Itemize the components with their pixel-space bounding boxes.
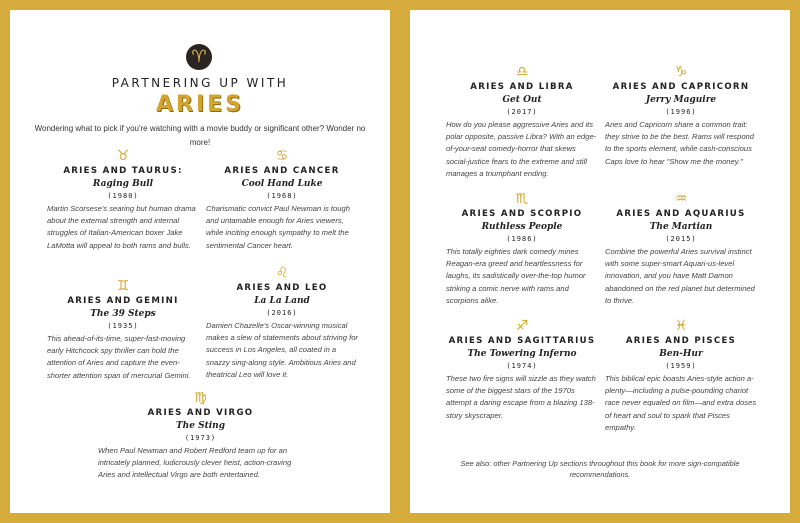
film-year: (2015) xyxy=(665,235,697,243)
entry-title: ARIES AND TAURUS: xyxy=(63,166,183,176)
film-title: La La Land xyxy=(254,296,310,306)
entry-title: ARIES AND SAGITTARIUS xyxy=(448,336,596,346)
pisces-icon: ♓ xyxy=(674,318,688,334)
film-year: (1980) xyxy=(107,192,139,200)
entry-description: Charismatic convict Paul Newman is tough and untamable enough for Aries viewers, while inciting enough sympathy to melt the sentimental Cancer heart. xyxy=(206,204,350,250)
film-title: The 39 Steps xyxy=(90,309,156,319)
film-year: (2016) xyxy=(266,309,298,317)
entry-title: ARIES AND AQUARIUS xyxy=(616,209,746,219)
right-page xyxy=(410,10,790,513)
see-also-note: See also: other Partnering Up sections throughout this book for more sign-compatible recommendations. xyxy=(460,459,740,479)
entry-title: ARIES AND CAPRICORN xyxy=(612,82,750,92)
entry-aquarius xyxy=(605,191,757,307)
aries-symbol-icon: ♈ xyxy=(186,44,212,70)
entry-title: ARIES AND PISCES xyxy=(625,336,737,346)
left-page xyxy=(10,10,390,513)
film-title: Jerry Maguire xyxy=(645,95,717,105)
sagittarius-icon: ♐ xyxy=(515,318,529,334)
film-title: Cool Hand Luke xyxy=(241,179,323,189)
entry-title: ARIES AND CANCER xyxy=(224,166,340,176)
film-year: (1996) xyxy=(665,108,697,116)
film-year: (1974) xyxy=(506,362,538,370)
entry-description: This totally eighties dark comedy mines Reagan-era greed and heartlessness for laughs, its sadistically over-the-top humor striking a comic nerve with rams and scorpions alike. xyxy=(446,247,586,305)
taurus-icon: ♉ xyxy=(116,148,130,164)
aquarius-icon: ♒ xyxy=(674,191,688,207)
page-heading: PARTNERING UP WITH xyxy=(111,76,289,90)
entry-description: Damien Chazelle's Oscar-winning musical makes a slew of statements about striving for success in Los Angeles, all coated in a snazzy sing-along style. Ambitious Aries and theatrical Leo will love it. xyxy=(206,321,358,379)
page-heading-sign: ARIES xyxy=(155,92,245,117)
leo-icon: ♌ xyxy=(275,265,289,281)
entry-description: Aries and Capricorn share a common trait: they strive to be the best. Rams will respond to the sports element, while cash-conscious Caps love to hear "Show me the money." xyxy=(605,120,754,166)
libra-icon: ♎ xyxy=(515,64,529,80)
film-year: (1973) xyxy=(184,434,217,442)
entry-capricorn xyxy=(605,64,757,168)
film-year: (2017) xyxy=(506,108,538,116)
entry-title: ARIES AND GEMINI xyxy=(67,296,179,306)
film-year: (1986) xyxy=(506,235,538,243)
film-title: The Martian xyxy=(649,222,713,232)
scorpio-icon: ♏ xyxy=(515,191,529,207)
entry-pisces xyxy=(605,318,757,434)
entry-scorpio xyxy=(446,191,598,307)
entry-libra xyxy=(446,64,598,180)
entry-title: ARIES AND LEO xyxy=(236,283,328,293)
entry-leo xyxy=(206,265,358,381)
capricorn-icon: ♑ xyxy=(674,64,688,80)
film-title: The Towering Inferno xyxy=(467,349,577,359)
cancer-icon: ♋ xyxy=(275,148,289,164)
film-title: Raging Bull xyxy=(92,179,154,189)
entry-taurus xyxy=(47,148,199,252)
film-year: (1968) xyxy=(266,192,298,200)
entry-description: Martin Scorsese's searing but human drama about the external strength and internal struggles of Italian-American boxer Jake LaMotta will appeal to both rams and bulls. xyxy=(47,204,196,250)
gemini-icon: ♊ xyxy=(116,278,130,294)
entry-sagittarius xyxy=(446,318,598,422)
entry-description: When Paul Newman and Robert Redford team up for an intricately planned, ludicrously clever heist, action-craving Aries and intellectual Virgo are both entertained. xyxy=(98,446,292,480)
entry-description: These two fire signs will sizzle as they watch some of the biggest stars of the 1970s attempt a daring escape from a blazing 138-story skyscraper. xyxy=(446,374,596,420)
intro-text: Wondering what to pick if you're watching with a movie buddy or significant other? Wonder no more! xyxy=(34,124,366,147)
film-title: Get Out xyxy=(502,95,542,105)
entry-cancer xyxy=(206,148,358,252)
entry-gemini xyxy=(47,278,199,382)
entry-title: ARIES AND VIRGO xyxy=(147,408,254,418)
entry-title: ARIES AND LIBRA xyxy=(470,82,574,92)
film-title: Ruthless People xyxy=(481,222,563,232)
entry-title: ARIES AND SCORPIO xyxy=(461,209,583,219)
entry-virgo xyxy=(98,390,303,482)
film-year: (1935) xyxy=(107,322,139,330)
film-title: The Sting xyxy=(175,421,225,431)
film-year: (1959) xyxy=(665,362,697,370)
entry-description: Combine the powerful Aries survival instinct with some super-smart Aquari-us-level innovation, and you have Matt Damon abandoned on the red planet but determined to thrive. xyxy=(605,247,755,305)
virgo-icon: ♍ xyxy=(194,390,207,406)
entry-description: This ahead-of-its-time, super-fast-moving early Hitchcock spy thriller can hold the attention of Aries and capture the even-shorter attention span of mercurial Gemini. xyxy=(47,334,191,380)
film-title: Ben-Hur xyxy=(659,349,703,359)
entry-description: This biblical epic boasts Aries-style action a-plenty—including a pulse-pounding chariot race never equaled on film—and extra doses of heart and soul to spark that Pisces empathy. xyxy=(605,374,757,432)
entry-description: How do you please aggressive Aries and its polar opposite, passive Libra? With an edge-of-your-seat comedy-horror that skews social-justice fears to the extreme and still manages a triumphant ending. xyxy=(446,120,597,178)
